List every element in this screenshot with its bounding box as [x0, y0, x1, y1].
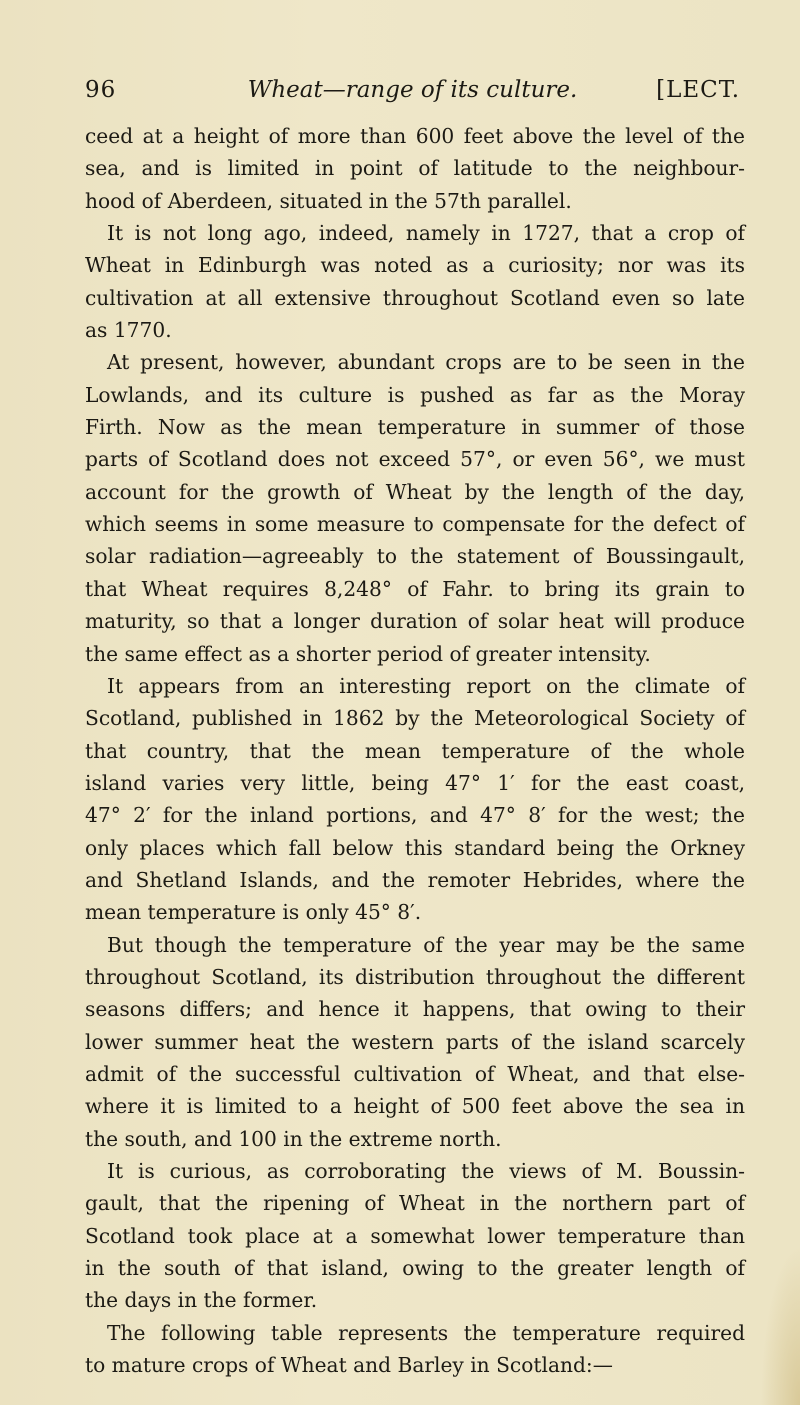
text-line: only places which fall below this standard being the Orkney — [85, 835, 745, 860]
text-line: as 1770. — [85, 318, 172, 343]
text-line: maturity, so that a longer duration of solar heat will produce — [85, 609, 745, 634]
page-number: 96 — [85, 77, 117, 103]
text-line: Wheat in Edinburgh was noted as a curiosity; nor was its — [85, 253, 745, 278]
text-line: Scotland, published in 1862 by the Meteorological Society of — [85, 706, 745, 731]
text-line: admit of the successful cultivation of Wheat, and that else- — [85, 1061, 745, 1086]
text-line: At present, however, abundant crops are to be seen in the — [107, 350, 745, 375]
text-line: that country, that the mean temperature of the whole — [85, 738, 745, 763]
text-line: It appears from an interesting report on the climate of — [107, 673, 745, 698]
text-line: that Wheat requires 8,248° of Fahr. to bring its grain to — [85, 576, 745, 601]
text-line: account for the growth of Wheat by the length of the day, — [85, 479, 745, 504]
text-line: ceed at a height of more than 600 feet above the level of the — [85, 124, 745, 148]
text-line: cultivation at all extensive throughout Scotland even so late — [85, 285, 745, 310]
body-text — [85, 120, 745, 1381]
text-line: which seems in some measure to compensate for the defect of — [85, 512, 745, 537]
text-line: lower summer heat the western parts of the island scarcely — [85, 1029, 745, 1054]
text-line: island varies very little, being 47° 1′ for the east coast, — [85, 770, 745, 795]
text-line: solar radiation—agreeably to the statement of Boussingault, — [85, 544, 745, 569]
text-line: Lowlands, and its culture is pushed as far as the Moray — [85, 382, 745, 407]
text-line: to mature crops of Wheat and Barley in Scotland:— — [85, 1353, 613, 1378]
text-line: and Shetland Islands, and the remoter Hebrides, where the — [85, 867, 745, 892]
text-line: throughout Scotland, its distribution throughout the different — [85, 964, 745, 989]
text-line: It is curious, as corroborating the views of M. Boussin- — [107, 1159, 745, 1183]
text-line: where it is limited to a height of 500 feet above the sea in — [85, 1094, 745, 1119]
text-line: Firth. Now as the mean temperature in summer of those — [85, 415, 745, 440]
text-line: seasons differs; and hence it happens, that owing to their — [85, 997, 745, 1022]
text-line: sea, and is limited in point of latitude to the neighbour- — [85, 156, 745, 181]
section-marker: [LECT. — [656, 77, 740, 103]
text-line: It is not long ago, indeed, namely in 1727, that a crop of — [107, 221, 745, 246]
text-line: The following table represents the temperature required — [107, 1320, 745, 1345]
text-line: Scotland took place at a somewhat lower temperature than — [85, 1223, 745, 1248]
text-line: hood of Aberdeen, situated in the 57th parallel. — [85, 188, 572, 213]
text-line: But though the temperature of the year may be the same — [107, 932, 745, 957]
text-line: gault, that the ripening of Wheat in the northern part of — [85, 1191, 745, 1216]
running-title: Wheat—range of its culture. — [247, 77, 578, 103]
text-line: in the south of that island, owing to the greater length of — [85, 1256, 745, 1281]
text-line: mean temperature is only 45° 8′. — [85, 900, 422, 925]
text-line: parts of Scotland does not exceed 57°, or even 56°, we must — [85, 447, 745, 472]
text-line: the south, and 100 in the extreme north. — [85, 1126, 502, 1151]
text-line: 47° 2′ for the inland portions, and 47° 8′ for the west; the — [85, 803, 745, 828]
page-header — [85, 70, 740, 110]
text-line: the same effect as a shorter period of greater intensity. — [85, 641, 651, 666]
text-line: the days in the former. — [85, 1288, 318, 1313]
paper-stain — [760, 1245, 800, 1405]
